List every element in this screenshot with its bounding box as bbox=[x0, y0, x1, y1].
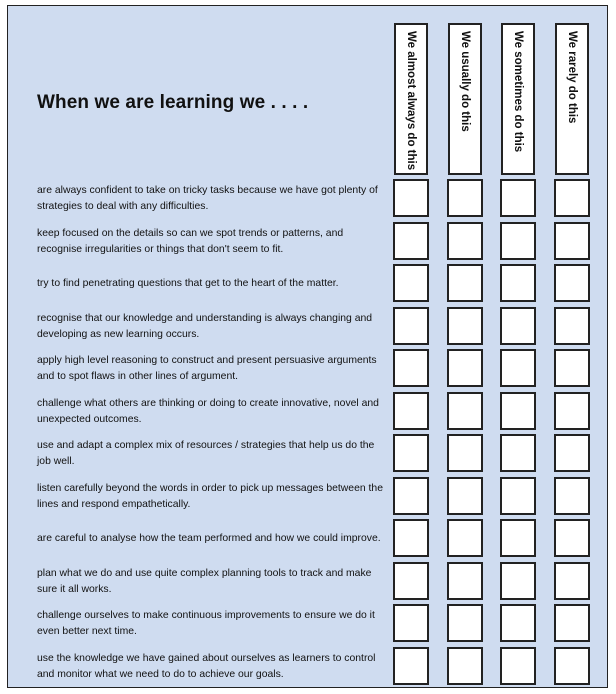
response-checkbox[interactable] bbox=[500, 562, 536, 600]
response-checkbox[interactable] bbox=[393, 264, 429, 302]
statement-text: recognise that our knowledge and understanding is always changing and developing as new learning occurs. bbox=[37, 312, 373, 340]
statement-text: challenge ourselves to make continuous improvements to ensure we do it even better next time. bbox=[37, 610, 375, 637]
column-header-sometimes bbox=[501, 23, 535, 175]
response-checkbox[interactable] bbox=[500, 179, 536, 217]
response-checkbox[interactable] bbox=[447, 264, 483, 302]
response-checkbox[interactable] bbox=[447, 222, 483, 260]
response-checkbox[interactable] bbox=[393, 222, 429, 260]
statement-text: are always confident to take on tricky tasks because we have got plenty of strategies to deal with any difficulties. bbox=[37, 185, 378, 212]
statement-text: are careful to analyse how the team performed and how we could improve. bbox=[37, 533, 381, 544]
statement-text: use the knowledge we have gained about ourselves as learners to control and monitor what we need to do to achieve our goals. bbox=[37, 652, 376, 680]
response-checkbox[interactable] bbox=[447, 519, 483, 557]
column-header-rarely bbox=[555, 23, 589, 175]
statement-text: plan what we do and use quite complex planning tools to track and make sure it all works. bbox=[37, 567, 372, 595]
response-checkbox[interactable] bbox=[393, 604, 429, 642]
response-checkbox[interactable] bbox=[393, 307, 429, 345]
response-checkbox[interactable] bbox=[393, 647, 429, 685]
response-checkbox[interactable] bbox=[554, 392, 590, 430]
response-checkbox[interactable] bbox=[447, 307, 483, 345]
statement-text: try to find penetrating questions that get to the heart of the matter. bbox=[37, 278, 339, 289]
response-checkbox[interactable] bbox=[447, 392, 483, 430]
response-checkbox[interactable] bbox=[500, 222, 536, 260]
response-checkbox[interactable] bbox=[500, 519, 536, 557]
column-header-label: We rarely do this bbox=[566, 31, 578, 124]
response-checkbox[interactable] bbox=[554, 264, 590, 302]
response-checkbox[interactable] bbox=[447, 477, 483, 515]
response-checkbox[interactable] bbox=[500, 307, 536, 345]
response-checkbox[interactable] bbox=[393, 392, 429, 430]
column-header-label: We usually do this bbox=[459, 31, 471, 132]
response-checkbox[interactable] bbox=[447, 434, 483, 472]
response-checkbox[interactable] bbox=[393, 349, 429, 387]
response-checkbox[interactable] bbox=[500, 604, 536, 642]
statement-text: apply high level reasoning to construct and present persuasive arguments and to spot flaws in other lines of argument. bbox=[37, 355, 377, 382]
response-checkbox[interactable] bbox=[554, 647, 590, 685]
column-header-label: We sometimes do this bbox=[512, 31, 524, 153]
response-checkbox[interactable] bbox=[500, 349, 536, 387]
response-checkbox[interactable] bbox=[554, 307, 590, 345]
response-checkbox[interactable] bbox=[447, 562, 483, 600]
response-checkbox[interactable] bbox=[554, 349, 590, 387]
statement-text: use and adapt a complex mix of resources / strategies that help us do the job well. bbox=[37, 440, 375, 467]
response-checkbox[interactable] bbox=[393, 562, 429, 600]
response-checkbox[interactable] bbox=[447, 349, 483, 387]
response-checkbox[interactable] bbox=[500, 477, 536, 515]
response-checkbox[interactable] bbox=[500, 647, 536, 685]
column-header-almost-always bbox=[394, 23, 428, 175]
response-checkbox[interactable] bbox=[554, 222, 590, 260]
response-checkbox[interactable] bbox=[447, 604, 483, 642]
response-checkbox[interactable] bbox=[554, 477, 590, 515]
response-checkbox[interactable] bbox=[393, 434, 429, 472]
column-header-label: We almost always do this bbox=[405, 31, 417, 171]
response-checkbox[interactable] bbox=[554, 179, 590, 217]
response-checkbox[interactable] bbox=[500, 392, 536, 430]
response-checkbox[interactable] bbox=[447, 647, 483, 685]
page-title: When we are learning we . . . . bbox=[37, 92, 309, 113]
statement-text: listen carefully beyond the words in order to pick up messages between the lines and respond empathetically. bbox=[37, 482, 383, 510]
statement-text: challenge what others are thinking or doing to create innovative, novel and unexpected outcomes. bbox=[37, 397, 379, 425]
response-checkbox[interactable] bbox=[393, 519, 429, 557]
response-checkbox[interactable] bbox=[500, 264, 536, 302]
statement-text: keep focused on the details so can we spot trends or patterns, and recognise irregularities or things that don't seem to fit. bbox=[37, 227, 344, 255]
response-checkbox[interactable] bbox=[393, 179, 429, 217]
response-checkbox[interactable] bbox=[554, 434, 590, 472]
response-checkbox[interactable] bbox=[447, 179, 483, 217]
response-checkbox[interactable] bbox=[554, 519, 590, 557]
response-checkbox[interactable] bbox=[554, 562, 590, 600]
response-checkbox[interactable] bbox=[393, 477, 429, 515]
response-checkbox[interactable] bbox=[500, 434, 536, 472]
questionnaire-sheet bbox=[7, 5, 608, 688]
response-checkbox[interactable] bbox=[554, 604, 590, 642]
column-header-usually bbox=[448, 23, 482, 175]
